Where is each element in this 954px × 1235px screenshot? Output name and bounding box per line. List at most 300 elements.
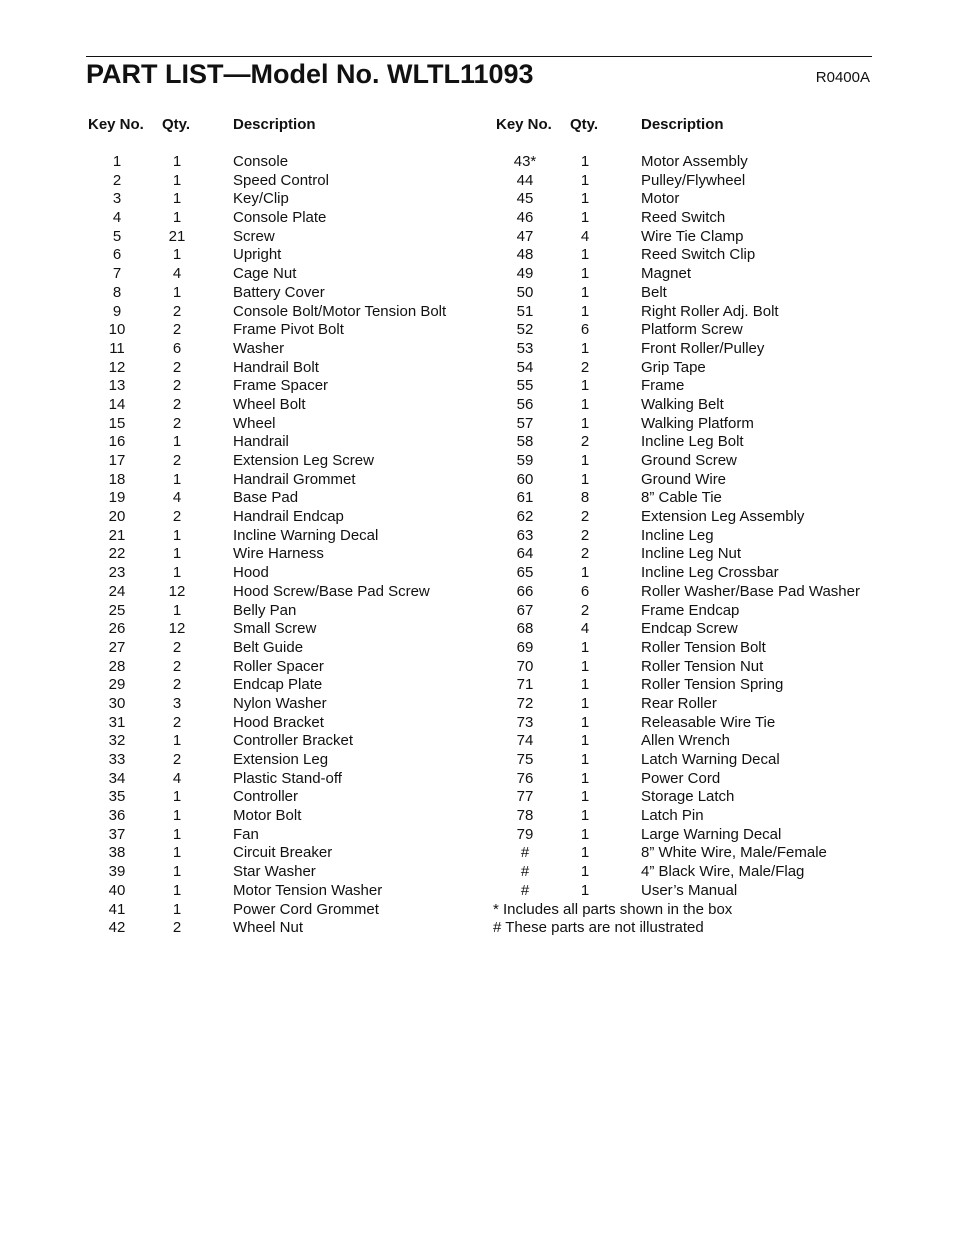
part-key-number: 8	[112, 283, 122, 301]
part-quantity: 2	[580, 433, 590, 451]
part-key-number: 28	[108, 657, 126, 675]
part-key-number: 70	[516, 657, 534, 675]
part-key-number: 45	[516, 190, 534, 208]
part-quantity: 1	[172, 470, 182, 488]
part-row	[0, 807, 480, 826]
part-key-number: 55	[516, 377, 534, 395]
part-quantity: 1	[580, 844, 590, 862]
part-row	[490, 826, 950, 845]
part-quantity: 2	[172, 302, 182, 320]
part-key-number: 11	[109, 339, 125, 357]
part-key-number: 5	[112, 227, 122, 245]
part-key-number: 69	[516, 638, 534, 656]
part-row	[0, 508, 480, 527]
part-description: Controller Bracket	[233, 732, 354, 750]
part-quantity: 2	[580, 358, 590, 376]
part-row	[0, 882, 480, 901]
part-quantity: 2	[172, 508, 182, 526]
part-key-number: 10	[108, 321, 126, 339]
part-row	[490, 246, 950, 265]
part-description: Roller Tension Nut	[641, 657, 764, 675]
part-key-number: 27	[108, 638, 126, 656]
part-quantity: 1	[580, 209, 590, 227]
part-description: 8” Cable Tie	[641, 489, 722, 507]
part-description: Frame Spacer	[233, 377, 329, 395]
part-row	[0, 303, 480, 322]
part-key-number: 57	[516, 414, 534, 432]
part-description: Motor Tension Washer	[233, 881, 383, 899]
part-quantity: 1	[172, 433, 182, 451]
part-row	[490, 452, 950, 471]
part-description: Cage Nut	[233, 265, 297, 283]
part-description: Wire Tie Clamp	[641, 227, 744, 245]
part-key-number: 54	[516, 358, 534, 376]
part-quantity: 1	[580, 283, 590, 301]
part-key-number: 19	[108, 489, 126, 507]
part-description: Walking Platform	[641, 414, 754, 432]
part-row	[490, 545, 950, 564]
part-quantity: 4	[580, 227, 590, 245]
part-row	[490, 209, 950, 228]
part-key-number: 3	[112, 190, 122, 208]
right-header-description: Description	[641, 116, 724, 133]
part-quantity: 1	[580, 694, 590, 712]
part-key-number: 52	[516, 321, 534, 339]
footnote: * Includes all parts shown in the box	[493, 900, 733, 918]
part-description: Latch Pin	[641, 807, 704, 825]
part-row	[490, 284, 950, 303]
part-row	[490, 844, 950, 863]
part-key-number: 73	[516, 713, 534, 731]
part-row	[0, 340, 480, 359]
part-quantity: 1	[580, 638, 590, 656]
part-key-number: 16	[108, 433, 126, 451]
part-description: Extension Leg Screw	[233, 452, 374, 469]
part-key-number: 14	[108, 395, 126, 413]
part-row	[490, 658, 950, 677]
part-description: Ground Wire	[641, 470, 727, 488]
part-quantity: 2	[580, 508, 590, 526]
part-row	[0, 676, 480, 695]
part-description: 4” Black Wire, Male/Flag	[641, 863, 805, 881]
part-row	[0, 901, 480, 920]
part-description: Endcap Screw	[641, 620, 738, 638]
part-key-number: 35	[108, 788, 126, 806]
part-description: Roller Tension Spring	[641, 676, 784, 694]
part-row	[0, 863, 480, 882]
part-description: Front Roller/Pulley	[641, 339, 765, 357]
part-quantity: 1	[580, 414, 590, 432]
part-row	[0, 209, 480, 228]
part-description: Incline Leg Bolt	[641, 433, 744, 451]
part-description: Nylon Washer	[233, 694, 327, 712]
part-row	[490, 676, 950, 695]
part-quantity: 1	[580, 339, 590, 357]
part-row	[490, 639, 950, 658]
part-quantity: 1	[580, 732, 590, 750]
part-description: Handrail Bolt	[233, 358, 319, 376]
part-quantity: 1	[172, 881, 182, 899]
part-description: Ground Screw	[641, 452, 737, 469]
part-key-number: 23	[108, 564, 126, 582]
part-key-number: #	[520, 844, 530, 862]
part-row	[490, 583, 950, 602]
part-quantity: 6	[172, 339, 182, 357]
part-key-number: 34	[108, 769, 126, 787]
part-description: Console Plate	[233, 209, 327, 227]
part-row	[0, 545, 480, 564]
part-row	[0, 228, 480, 247]
part-quantity: 1	[580, 246, 590, 264]
part-row	[0, 246, 480, 265]
part-key-number: 38	[108, 844, 126, 862]
part-description: Belt Guide	[233, 638, 304, 656]
part-key-number: 7	[112, 265, 122, 283]
part-description: Wheel Bolt	[233, 395, 306, 413]
left-header-description: Description	[233, 116, 316, 133]
part-row	[490, 863, 950, 882]
part-quantity: 12	[168, 620, 186, 638]
part-row	[0, 265, 480, 284]
part-row	[0, 658, 480, 677]
part-description: Grip Tape	[641, 358, 706, 376]
part-description: Star Washer	[233, 863, 316, 881]
part-quantity: 1	[580, 452, 590, 469]
part-quantity: 1	[580, 190, 590, 208]
part-key-number: 46	[516, 209, 534, 227]
part-description: Controller	[233, 788, 299, 806]
part-key-number: 59	[516, 452, 534, 469]
part-key-number: 62	[516, 508, 534, 526]
part-description: Reed Switch Clip	[641, 246, 756, 264]
part-quantity: 1	[172, 209, 182, 227]
part-description: Large Warning Decal	[641, 825, 782, 843]
part-description: Circuit Breaker	[233, 844, 333, 862]
part-key-number: 2	[112, 171, 122, 189]
part-description: Small Screw	[233, 620, 317, 638]
part-row	[0, 770, 480, 789]
part-key-number: 39	[108, 863, 126, 881]
part-description: Key/Clip	[233, 190, 289, 208]
part-row	[490, 190, 950, 209]
part-quantity: 1	[580, 751, 590, 768]
part-quantity: 2	[172, 657, 182, 675]
part-description: Pulley/Flywheel	[641, 171, 746, 189]
part-quantity: 1	[580, 713, 590, 731]
part-key-number: 22	[108, 545, 126, 563]
part-quantity: 1	[580, 302, 590, 320]
part-key-number: 42	[108, 919, 126, 937]
part-key-number: #	[520, 863, 530, 881]
part-key-number: 25	[108, 601, 126, 619]
part-row	[490, 602, 950, 621]
part-row	[490, 807, 950, 826]
part-quantity: 4	[172, 489, 182, 507]
part-quantity: 1	[580, 788, 590, 806]
right-parts-list	[490, 153, 950, 938]
part-key-number: 53	[516, 339, 534, 357]
part-row	[0, 602, 480, 621]
part-key-number: 40	[108, 881, 126, 899]
part-quantity: 1	[580, 564, 590, 582]
part-quantity: 2	[172, 452, 182, 469]
part-quantity: 1	[580, 265, 590, 283]
part-row	[490, 695, 950, 714]
part-row	[0, 489, 480, 508]
part-key-number: 1	[112, 153, 122, 170]
part-quantity: 2	[172, 321, 182, 339]
part-description: Incline Leg	[641, 526, 714, 544]
part-key-number: 32	[108, 732, 126, 750]
part-quantity: 2	[580, 545, 590, 563]
part-key-number: 36	[108, 807, 126, 825]
part-row	[0, 695, 480, 714]
part-key-number: 31	[108, 713, 126, 731]
part-description: Hood Bracket	[233, 713, 324, 731]
part-key-number: 64	[516, 545, 534, 563]
part-key-number: 66	[516, 582, 534, 600]
part-description: Frame Endcap	[641, 601, 740, 619]
part-key-number: 29	[108, 676, 126, 694]
part-key-number: 60	[516, 470, 534, 488]
part-quantity: 21	[168, 227, 186, 245]
part-row	[490, 508, 950, 527]
part-key-number: 30	[108, 694, 126, 712]
part-row	[490, 321, 950, 340]
part-quantity: 2	[172, 358, 182, 376]
part-key-number: 65	[516, 564, 534, 582]
part-quantity: 1	[172, 601, 182, 619]
part-key-number: 17	[108, 452, 126, 469]
part-row	[490, 172, 950, 191]
part-row	[490, 770, 950, 789]
part-description: Hood Screw/Base Pad Screw	[233, 582, 430, 600]
part-key-number: 24	[108, 582, 126, 600]
part-key-number: 9	[112, 302, 122, 320]
part-key-number: 78	[516, 807, 534, 825]
part-quantity: 1	[580, 825, 590, 843]
part-row	[0, 826, 480, 845]
part-row	[490, 359, 950, 378]
part-description: Roller Spacer	[233, 657, 324, 675]
part-description: Motor Assembly	[641, 153, 748, 170]
part-quantity: 4	[172, 769, 182, 787]
part-row	[490, 433, 950, 452]
part-quantity: 1	[172, 788, 182, 806]
part-row	[0, 452, 480, 471]
part-quantity: 1	[172, 564, 182, 582]
part-row	[490, 228, 950, 247]
part-quantity: 2	[172, 919, 182, 937]
part-key-number: 15	[108, 414, 126, 432]
part-description: Frame Pivot Bolt	[233, 321, 344, 339]
part-description: Motor	[641, 190, 680, 208]
part-quantity: 1	[580, 769, 590, 787]
part-description: Console Bolt/Motor Tension Bolt	[233, 302, 447, 320]
part-row	[490, 527, 950, 546]
part-quantity: 12	[168, 582, 186, 600]
part-row	[0, 153, 480, 172]
part-key-number: 77	[516, 788, 534, 806]
part-description: Fan	[233, 825, 259, 843]
part-row	[0, 788, 480, 807]
part-quantity: 2	[172, 713, 182, 731]
part-quantity: 6	[580, 582, 590, 600]
part-key-number: 44	[516, 171, 534, 189]
part-quantity: 1	[580, 657, 590, 675]
part-quantity: 1	[580, 470, 590, 488]
left-header-key: Key No.	[88, 116, 144, 133]
part-description: Wheel	[233, 414, 276, 432]
footnote: # These parts are not illustrated	[493, 919, 704, 937]
part-description: Hood	[233, 564, 269, 582]
part-quantity: 1	[580, 153, 590, 170]
right-header-qty: Qty.	[570, 116, 599, 133]
part-description: Incline Warning Decal	[233, 526, 379, 544]
part-key-number: 18	[108, 470, 126, 488]
part-row	[0, 321, 480, 340]
part-quantity: 1	[172, 732, 182, 750]
part-row	[0, 714, 480, 733]
part-key-number: 47	[516, 227, 534, 245]
part-description: Upright	[233, 246, 282, 264]
part-row	[0, 919, 480, 938]
part-row	[0, 471, 480, 490]
part-quantity: 4	[172, 265, 182, 283]
part-quantity: 1	[172, 171, 182, 189]
part-key-number: 4	[112, 209, 122, 227]
part-description: Screw	[233, 227, 275, 245]
part-key-number: 79	[516, 825, 534, 843]
part-row	[490, 489, 950, 508]
part-key-number: 21	[108, 526, 126, 544]
part-key-number: 26	[108, 620, 126, 638]
part-quantity: 2	[172, 751, 182, 768]
part-row	[0, 284, 480, 303]
part-description: Platform Screw	[641, 321, 743, 339]
part-quantity: 1	[172, 283, 182, 301]
part-row	[490, 377, 950, 396]
document-code: R0400A	[815, 69, 870, 86]
part-quantity: 2	[172, 676, 182, 694]
part-description: Handrail	[233, 433, 289, 451]
part-row	[490, 564, 950, 583]
part-key-number: 12	[108, 358, 126, 376]
part-key-number: 13	[108, 377, 126, 395]
part-key-number: 74	[516, 732, 534, 750]
part-description: Roller Tension Bolt	[641, 638, 766, 656]
part-quantity: 1	[172, 807, 182, 825]
part-quantity: 2	[172, 638, 182, 656]
part-quantity: 2	[172, 414, 182, 432]
part-key-number: 20	[108, 508, 126, 526]
part-key-number: 51	[516, 302, 534, 320]
part-row	[490, 714, 950, 733]
part-description: Motor Bolt	[233, 807, 302, 825]
left-parts-list	[0, 153, 480, 938]
part-quantity: 4	[580, 620, 590, 638]
part-description: Belly Pan	[233, 601, 297, 619]
part-row	[490, 751, 950, 770]
part-row	[490, 788, 950, 807]
part-description: Handrail Grommet	[233, 470, 356, 488]
part-quantity: 1	[580, 807, 590, 825]
part-description: User’s Manual	[641, 881, 738, 899]
part-key-number: 56	[516, 395, 534, 413]
part-quantity: 2	[172, 395, 182, 413]
part-description: Allen Wrench	[641, 732, 730, 750]
part-quantity: 1	[580, 395, 590, 413]
part-row	[0, 751, 480, 770]
part-description: Extension Leg	[233, 751, 329, 768]
part-row	[0, 190, 480, 209]
part-key-number: 63	[516, 526, 534, 544]
part-description: Incline Leg Crossbar	[641, 564, 779, 582]
part-description: Frame	[641, 377, 685, 395]
part-row	[0, 639, 480, 658]
part-quantity: 1	[172, 900, 182, 918]
part-key-number: 48	[516, 246, 534, 264]
part-row	[0, 732, 480, 751]
part-quantity: 1	[580, 881, 590, 899]
part-quantity: 1	[580, 863, 590, 881]
part-row	[490, 620, 950, 639]
part-row	[490, 265, 950, 284]
left-header-qty: Qty.	[162, 116, 191, 133]
part-description: Releasable Wire Tie	[641, 713, 776, 731]
part-description: Endcap Plate	[233, 676, 323, 694]
part-description: Latch Warning Decal	[641, 751, 780, 768]
part-description: Incline Leg Nut	[641, 545, 742, 563]
part-quantity: 1	[580, 171, 590, 189]
part-key-number: 49	[516, 265, 534, 283]
part-description: Console	[233, 153, 289, 170]
page-title: PART LIST—Model No. WLTL11093	[86, 59, 534, 89]
part-description: Power Cord	[641, 769, 721, 787]
part-row	[0, 527, 480, 546]
part-row	[0, 433, 480, 452]
part-description: Walking Belt	[641, 395, 724, 413]
part-key-number: 68	[516, 620, 534, 638]
part-key-number: 43*	[513, 153, 537, 170]
part-row	[490, 732, 950, 751]
part-description: Base Pad	[233, 489, 299, 507]
part-quantity: 2	[580, 526, 590, 544]
part-quantity: 1	[172, 545, 182, 563]
part-key-number: 71	[516, 676, 534, 694]
part-description: Storage Latch	[641, 788, 735, 806]
part-quantity: 6	[580, 321, 590, 339]
part-row	[490, 415, 950, 434]
part-row	[490, 396, 950, 415]
part-description: Belt	[641, 283, 667, 301]
part-row	[490, 471, 950, 490]
part-row	[0, 583, 480, 602]
part-row	[0, 620, 480, 639]
part-key-number: 50	[516, 283, 534, 301]
part-description: Extension Leg Assembly	[641, 508, 805, 526]
part-row	[0, 172, 480, 191]
part-description: Rear Roller	[641, 694, 717, 712]
part-row	[490, 882, 950, 901]
part-description: Roller Washer/Base Pad Washer	[641, 582, 860, 600]
part-quantity: 2	[172, 377, 182, 395]
part-row	[0, 564, 480, 583]
part-description: Speed Control	[233, 171, 329, 189]
part-quantity: 1	[172, 190, 182, 208]
part-quantity: 1	[172, 844, 182, 862]
part-quantity: 1	[580, 676, 590, 694]
